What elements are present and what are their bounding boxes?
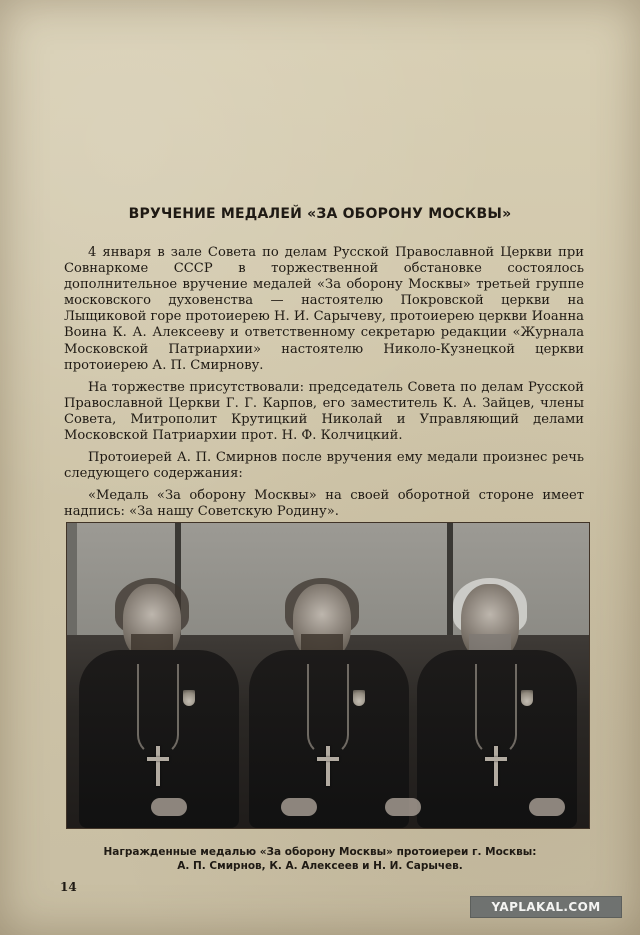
page-number: 14 — [60, 880, 77, 894]
priest-right-chain — [475, 664, 517, 756]
priest-left-chain — [137, 664, 179, 756]
hand-left — [151, 798, 187, 816]
caption-line-1: Награжденные медалью «За оборону Москвы» протоиереи г. Москвы: — [103, 846, 537, 858]
caption-line-2: А. П. Смирнов, К. А. Алексеев и Н. И. Сарычев. — [177, 860, 463, 872]
hand-right — [529, 798, 565, 816]
priest-right-figure — [417, 578, 577, 828]
photo-caption — [0, 845, 640, 873]
hand-center-left — [281, 798, 317, 816]
priest-center-cross-icon — [315, 746, 341, 786]
article-title: ВРУЧЕНИЕ МЕДАЛЕЙ «ЗА ОБОРОНУ МОСКВЫ» — [128, 206, 512, 222]
priest-left-medal-icon — [183, 690, 195, 706]
priest-right-cross-icon — [483, 746, 509, 786]
paragraph-1: 4 января в зале Совета по делам Русской Православной Церкви при Совнаркоме СССР в торжественной обстановке состоялось дополнительное вручение медалей «За оборону Москвы» третьей группе московского духовенства — настоятелю Покровской церкви на Лыщиковой горе протоиерею Н. И. Сарычеву, протоиерею церкви Иоанна Воина К. А. Алексееву и ответственному секретарю редакции «Журнала Московской Патриархии» настоятелю Николо-Кузнецкой церкви протоиерею А. П. Смирнову. — [64, 245, 584, 373]
photo-three-priests — [66, 522, 590, 829]
paragraph-2: На торжестве присутствовали: председатель Совета по делам Русской Православной Церкви Г. Г. Карпов, его заместитель К. А. Зайцев, члены Совета, Митрополит Крутицкий Николай и Управляющий делами Московской Патриархии прот. Н. Ф. Колчицкий. — [64, 379, 584, 444]
site-watermark: YAPLAKAL.COM — [470, 896, 622, 918]
paragraph-4: «Медаль «За оборону Москвы» на своей оборотной стороне имеет надпись: «За нашу Советскую Родину». — [64, 488, 584, 520]
article-body — [64, 245, 584, 527]
priest-left-figure — [79, 578, 239, 828]
priest-center-figure — [249, 578, 409, 828]
priest-left-cross-icon — [145, 746, 171, 786]
priest-right-medal-icon — [521, 690, 533, 706]
priest-center-chain — [307, 664, 349, 756]
priest-center-medal-icon — [353, 690, 365, 706]
hand-center-right — [385, 798, 421, 816]
paragraph-3: Протоиерей А. П. Смирнов после вручения ему медали произнес речь следующего содержания: — [64, 450, 584, 482]
